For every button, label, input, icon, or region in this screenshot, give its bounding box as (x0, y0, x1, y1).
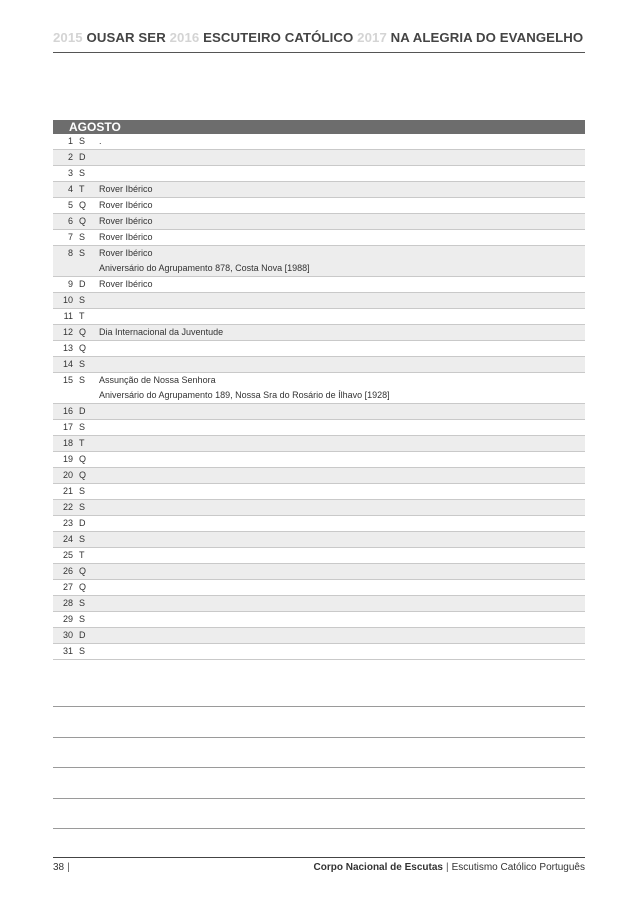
day-row (53, 404, 585, 420)
event-text (99, 612, 585, 627)
footer-org: Corpo Nacional de Escutas (313, 862, 443, 873)
day-events (99, 580, 585, 595)
header-text-1: OUSAR SER (86, 30, 166, 45)
header-divider (53, 52, 585, 53)
event-text: Assunção de Nossa Senhora (99, 375, 216, 385)
day-number: 21 (62, 486, 73, 496)
weekday-letter: Q (79, 454, 87, 464)
day-number: 11 (63, 311, 73, 321)
event-text: Rover Ibérico (99, 216, 153, 226)
day-number: 20 (62, 470, 73, 480)
month-bar (53, 120, 585, 134)
event-text (99, 436, 585, 451)
day-row (53, 309, 585, 325)
weekday-letter: Q (79, 582, 87, 592)
weekday-letter: Q (79, 566, 87, 576)
day-row (53, 468, 585, 484)
footer-divider (53, 857, 585, 858)
weekday-letter: T (79, 311, 85, 321)
day-row (53, 628, 585, 644)
day-number: 18 (62, 438, 73, 448)
day-number: 26 (62, 566, 73, 576)
note-line[interactable] (53, 828, 585, 829)
weekday-letter: Q (79, 470, 87, 480)
day-number: 13 (62, 343, 73, 353)
day-events (99, 373, 585, 403)
day-events (99, 341, 585, 356)
day-events (99, 468, 585, 483)
event-text (99, 293, 585, 308)
weekday-letter: Q (79, 343, 87, 353)
weekday-letter: Q (79, 200, 87, 210)
event-text (99, 596, 585, 611)
day-number: 6 (67, 216, 73, 226)
day-row (53, 484, 585, 500)
header-text-2: ESCUTEIRO CATÓLICO (203, 30, 354, 45)
day-row (53, 230, 585, 246)
event-text: Rover Ibérico (99, 279, 153, 289)
day-number: 5 (67, 200, 73, 210)
day-events (99, 596, 585, 611)
day-events (99, 309, 585, 324)
day-row (53, 246, 585, 277)
note-line[interactable] (53, 706, 585, 707)
separator: | (445, 862, 449, 873)
weekday-letter: S (79, 136, 86, 146)
weekday-letter: T (79, 438, 85, 448)
day-row (53, 325, 585, 341)
event-text (99, 644, 585, 659)
header-text-3: NA ALEGRIA DO EVANGELHO (390, 30, 584, 45)
day-number: 16 (62, 406, 73, 416)
day-row (53, 357, 585, 373)
weekday-letter: D (79, 406, 86, 416)
day-row (53, 182, 585, 198)
event-text (99, 420, 585, 435)
day-events (99, 436, 585, 451)
day-row (53, 341, 585, 357)
day-events (99, 484, 585, 499)
weekday-letter: Q (79, 216, 87, 226)
weekday-letter: S (79, 646, 86, 656)
day-events (99, 214, 585, 229)
event-text: Rover Ibérico (99, 200, 153, 210)
day-row (53, 612, 585, 628)
event-text: Dia Internacional da Juventude (99, 327, 224, 337)
page-number (53, 862, 73, 873)
day-events (99, 404, 585, 419)
day-row (53, 564, 585, 580)
day-events (99, 246, 585, 276)
day-row (53, 277, 585, 293)
day-events (99, 628, 585, 643)
event-text: Rover Ibérico (99, 232, 153, 242)
weekday-letter: S (79, 375, 86, 385)
header-year-2: 2016 (169, 30, 200, 45)
day-events (99, 532, 585, 547)
day-row (53, 580, 585, 596)
event-text (99, 484, 585, 499)
day-row (53, 420, 585, 436)
day-list (53, 134, 585, 660)
weekday-letter: S (79, 614, 86, 624)
day-number: 29 (62, 614, 73, 624)
day-events (99, 230, 585, 245)
note-line[interactable] (53, 737, 585, 738)
page-header (53, 30, 585, 52)
day-events (99, 420, 585, 435)
day-row (53, 198, 585, 214)
day-row (53, 214, 585, 230)
event-text (99, 404, 585, 419)
day-events (99, 500, 585, 515)
event-text (99, 564, 585, 579)
day-number: 28 (62, 598, 73, 608)
day-row (53, 500, 585, 516)
weekday-letter: S (79, 502, 86, 512)
page-number-value: 38 (53, 862, 65, 873)
day-row (53, 644, 585, 660)
day-number: 9 (67, 279, 73, 289)
event-text (99, 468, 585, 483)
day-number: 14 (62, 359, 73, 369)
event-text (99, 341, 585, 356)
day-row (53, 452, 585, 468)
day-number: 24 (62, 534, 73, 544)
weekday-letter: D (79, 279, 86, 289)
day-events (99, 564, 585, 579)
day-number: 25 (62, 550, 73, 560)
event-text (99, 532, 585, 547)
event-text (99, 580, 585, 595)
day-events (99, 277, 585, 292)
event-text (99, 150, 585, 165)
event-text: Aniversário do Agrupamento 189, Nossa Sra do Rosário de Ílhavo [1928] (99, 390, 390, 400)
weekday-letter: S (79, 422, 86, 432)
day-row (53, 166, 585, 182)
day-events (99, 182, 585, 197)
day-number: 10 (62, 295, 73, 305)
weekday-letter: S (79, 168, 86, 178)
event-text (99, 357, 585, 372)
weekday-letter: D (79, 518, 86, 528)
day-number: 8 (67, 248, 73, 258)
day-number: 1 (67, 136, 73, 146)
weekday-letter: T (79, 184, 85, 194)
event-text: Rover Ibérico (99, 184, 153, 194)
day-events (99, 293, 585, 308)
weekday-letter: D (79, 630, 86, 640)
day-events (99, 452, 585, 467)
event-text (99, 516, 585, 531)
note-line[interactable] (53, 767, 585, 768)
note-line[interactable] (53, 798, 585, 799)
day-number: 12 (62, 327, 73, 337)
day-row (53, 516, 585, 532)
day-number: 3 (67, 168, 73, 178)
day-events (99, 516, 585, 531)
day-number: 7 (67, 232, 73, 242)
event-text: Rover Ibérico (99, 248, 153, 258)
event-text: Aniversário do Agrupamento 878, Costa Nova [1988] (99, 263, 310, 273)
footer-credit (314, 862, 586, 873)
weekday-letter: D (79, 152, 86, 162)
day-events (99, 357, 585, 372)
day-row (53, 548, 585, 564)
day-number: 17 (62, 422, 73, 432)
day-number: 22 (62, 502, 73, 512)
day-number: 27 (62, 582, 73, 592)
weekday-letter: T (79, 550, 85, 560)
day-events (99, 198, 585, 213)
separator: | (67, 862, 70, 873)
day-number: 15 (62, 375, 73, 385)
day-number: 30 (62, 630, 73, 640)
notes-area (53, 706, 585, 859)
day-events (99, 548, 585, 563)
day-number: 23 (62, 518, 73, 528)
day-events (99, 612, 585, 627)
event-text (99, 500, 585, 515)
header-year-1: 2015 (53, 30, 83, 45)
day-events (99, 150, 585, 165)
day-row (53, 532, 585, 548)
day-row (53, 150, 585, 166)
day-events (99, 134, 585, 149)
weekday-letter: S (79, 359, 86, 369)
day-events (99, 325, 585, 340)
day-row (53, 436, 585, 452)
header-year-3: 2017 (357, 30, 387, 45)
weekday-letter: S (79, 598, 86, 608)
weekday-letter: S (79, 534, 86, 544)
day-events (99, 166, 585, 181)
event-text (99, 166, 585, 181)
day-events (99, 644, 585, 659)
day-row (53, 134, 585, 150)
day-row (53, 373, 585, 404)
weekday-letter: S (79, 232, 86, 242)
weekday-letter: S (79, 295, 86, 305)
day-number: 19 (62, 454, 73, 464)
day-number: 2 (67, 152, 73, 162)
event-text (99, 548, 585, 563)
day-row (53, 293, 585, 309)
day-number: 31 (62, 646, 73, 656)
weekday-letter: S (79, 248, 86, 258)
event-text (99, 628, 585, 643)
weekday-letter: Q (79, 327, 87, 337)
footer-tagline: Escutismo Católico Português (451, 862, 585, 873)
day-row (53, 596, 585, 612)
event-text: . (99, 136, 102, 146)
weekday-letter: S (79, 486, 86, 496)
day-number: 4 (67, 184, 73, 194)
event-text (99, 452, 585, 467)
month-title: AGOSTO (69, 120, 121, 134)
event-text (99, 309, 585, 324)
